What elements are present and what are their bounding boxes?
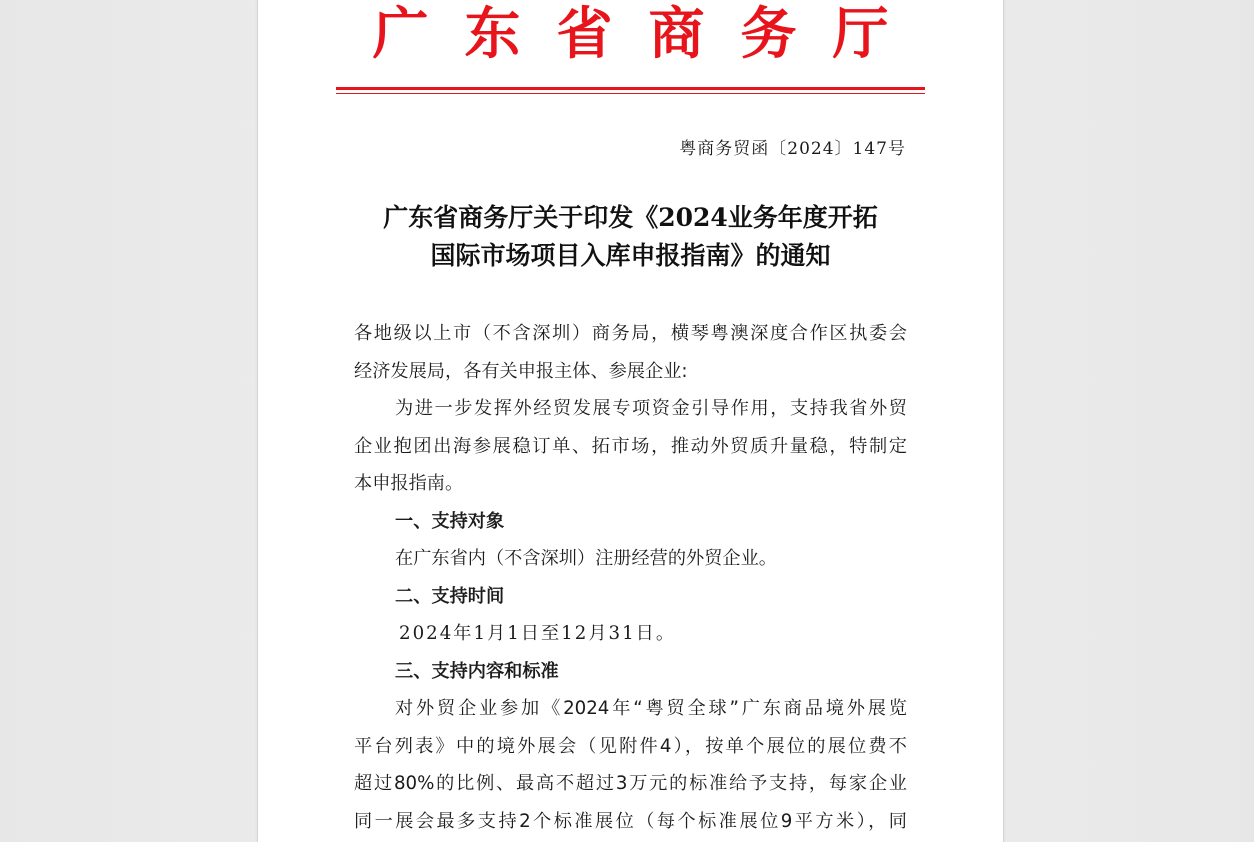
document-title xyxy=(318,199,943,275)
title-line-2: 国际市场项目入库申报指南》的通知 xyxy=(430,241,831,270)
masthead-title: 广东省商务厅 xyxy=(372,1,925,67)
masthead-rule-thick xyxy=(336,87,925,90)
paragraph-line: 本申报指南。 xyxy=(354,473,464,494)
paragraph-line: 同一展会最多支持2个标准展位（每个标准展位9平方米），同 xyxy=(354,810,907,832)
paragraph-line: 平台列表》中的境外展会（见附件4），按单个展位的展位费不 xyxy=(354,735,907,757)
paragraph-line: 在广东省内（不含深圳）注册经营的外贸企业。 xyxy=(395,548,777,569)
document-number: 粤商务贸函〔2024〕147号 xyxy=(679,139,906,159)
section-heading-3: 三、支持内容和标准 xyxy=(395,660,559,682)
paragraph-line: 对外贸企业参加《2024年“粤贸全球”广东商品境外展览 xyxy=(395,698,907,719)
salutation-line-1: 各地级以上市（不含深圳）商务局，横琴粤澳深度合作区执委会 xyxy=(354,323,907,344)
support-period: 2024年1月1日至12月31日。 xyxy=(399,623,677,644)
salutation-line-2: 经济发展局，各有关申报主体、参展企业: xyxy=(354,360,688,382)
section-heading-1: 一、支持对象 xyxy=(395,510,505,532)
document-body xyxy=(354,315,907,840)
paragraph-line: 企业抱团出海参展稳订单、拓市场，推动外贸质升量稳，特制定 xyxy=(354,435,907,457)
paragraph-line: 为进一步发挥外经贸发展专项资金引导作用，支持我省外贸 xyxy=(395,398,907,419)
masthead-rule-thin xyxy=(336,93,925,94)
title-line-1: 广东省商务厅关于印发《2024业务年度开拓 xyxy=(383,203,878,232)
document-page xyxy=(257,0,1004,842)
section-heading-2: 二、支持时间 xyxy=(395,585,505,607)
paragraph-line: 超过80%的比例、最高不超过3万元的标准给予支持，每家企业 xyxy=(354,773,907,794)
